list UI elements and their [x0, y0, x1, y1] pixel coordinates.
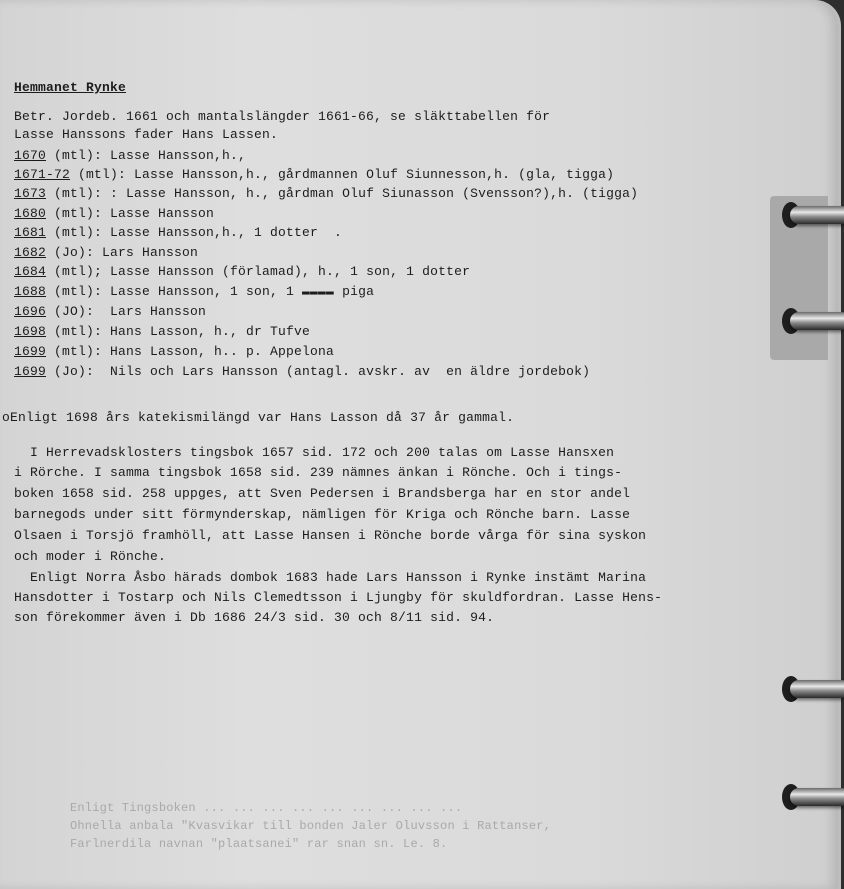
paragraph-line: I Herrevadsklosters tingsbok 1657 sid. 172 och 200 talas om Lasse Hansxen — [14, 445, 615, 460]
paragraph-line: Hansdotter i Tostarp och Nils Clemedtsson i Ljungby för skuldfordran. Lasse Hens- — [14, 590, 663, 605]
paragraph-line: son förekommer även i Db 1686 24/3 sid. 30 och 8/11 sid. 94. — [14, 610, 495, 625]
record-text: (mtl): Hans Lasson, h.. p. Appelona — [46, 344, 335, 359]
record-row — [14, 344, 334, 360]
record-row — [14, 364, 590, 380]
record-row — [14, 148, 246, 164]
bleed-through-line: Farlnerdila navnan "plaatsanei" rar snan sn. Le. 8. — [70, 837, 448, 851]
record-row — [14, 284, 374, 300]
record-text: (mtl): Lasse Hansson, 1 son, 1 ▬▬▬▬ piga — [46, 284, 375, 299]
record-row — [14, 324, 310, 340]
paragraph-line: i Rörche. I samma tingsbok 1658 sid. 239 nämnes änkan i Rönche. Och i tings- — [14, 465, 623, 480]
record-text: (mtl): Lasse Hansson,h., — [46, 148, 247, 163]
record-row — [14, 186, 638, 202]
paragraph-line: och moder i Rönche. — [14, 549, 167, 564]
record-year: 1696 — [14, 304, 47, 319]
binder-ring-icon — [790, 312, 844, 330]
paragraph-line: boken 1658 sid. 258 uppges, att Sven Pedersen i Brandsberga har en stor andel — [14, 486, 631, 501]
record-text: (JO): Lars Hansson — [46, 304, 207, 319]
record-year: 1671-72 — [14, 167, 71, 182]
document-heading: Hemmanet Rynke — [14, 80, 127, 95]
record-year: 1681 — [14, 225, 47, 240]
record-row — [14, 245, 198, 261]
record-row — [14, 264, 470, 280]
binder-ring-icon — [790, 206, 844, 224]
katekismi-line: oEnligt 1698 års katekismilängd var Hans Lasson då 37 år gammal. — [2, 410, 515, 425]
binder-ring-icon — [790, 680, 844, 698]
paragraph-line: barnegods under sitt förmynderskap, nämligen för Kriga och Rönche barn. Lasse — [14, 507, 631, 522]
record-year: 1698 — [14, 324, 47, 339]
record-year: 1673 — [14, 186, 47, 201]
record-year: 1699 — [14, 344, 47, 359]
record-year: 1684 — [14, 264, 47, 279]
record-text: (mtl): Lasse Hansson,h., 1 dotter . — [46, 225, 343, 240]
record-text: (mtl); Lasse Hansson (förlamad), h., 1 son, 1 dotter — [46, 264, 471, 279]
paragraph-line: Enligt Norra Åsbo härads dombok 1683 hade Lars Hansson i Rynke instämt Marina — [14, 570, 647, 585]
record-year: 1699 — [14, 364, 47, 379]
record-row — [14, 304, 206, 320]
record-year: 1688 — [14, 284, 47, 299]
intro-line-1: Betr. Jordeb. 1661 och mantalslängder 1661-66, se släkttabellen för — [14, 109, 551, 124]
record-row — [14, 225, 342, 241]
record-row — [14, 206, 214, 222]
record-year: 1680 — [14, 206, 47, 221]
record-text: (mtl): Hans Lasson, h., dr Tufve — [46, 324, 311, 339]
record-text: (mtl): Lasse Hansson,h., gårdmannen Oluf Siunnesson,h. (gla, tigga) — [70, 167, 615, 182]
record-year: 1682 — [14, 245, 47, 260]
paragraph-line: Olsaen i Torsjö framhöll, att Lasse Hansen i Rönche borde vårga för sina syskon — [14, 528, 647, 543]
record-row — [14, 167, 614, 183]
record-text: (Jo): Lars Hansson — [46, 245, 199, 260]
record-text: (mtl): : Lasse Hansson, h., gårdman Oluf Siunasson (Svensson?),h. (tigga) — [46, 186, 639, 201]
bleed-through-line: Ohnella anbala "Kvasvikar till bonden Jaler Oluvsson i Rattanser, — [70, 819, 552, 833]
record-text: (Jo): Nils och Lars Hansson (antagl. avskr. av en äldre jordebok) — [46, 364, 591, 379]
record-text: (mtl): Lasse Hansson — [46, 206, 215, 221]
intro-line-2: Lasse Hanssons fader Hans Lassen. — [14, 127, 279, 142]
record-year: 1670 — [14, 148, 47, 163]
bleed-through-line: Enligt Tingsboken ... ... ... ... ... ... ... ... ... — [70, 801, 463, 815]
binder-ring-icon — [790, 788, 844, 806]
